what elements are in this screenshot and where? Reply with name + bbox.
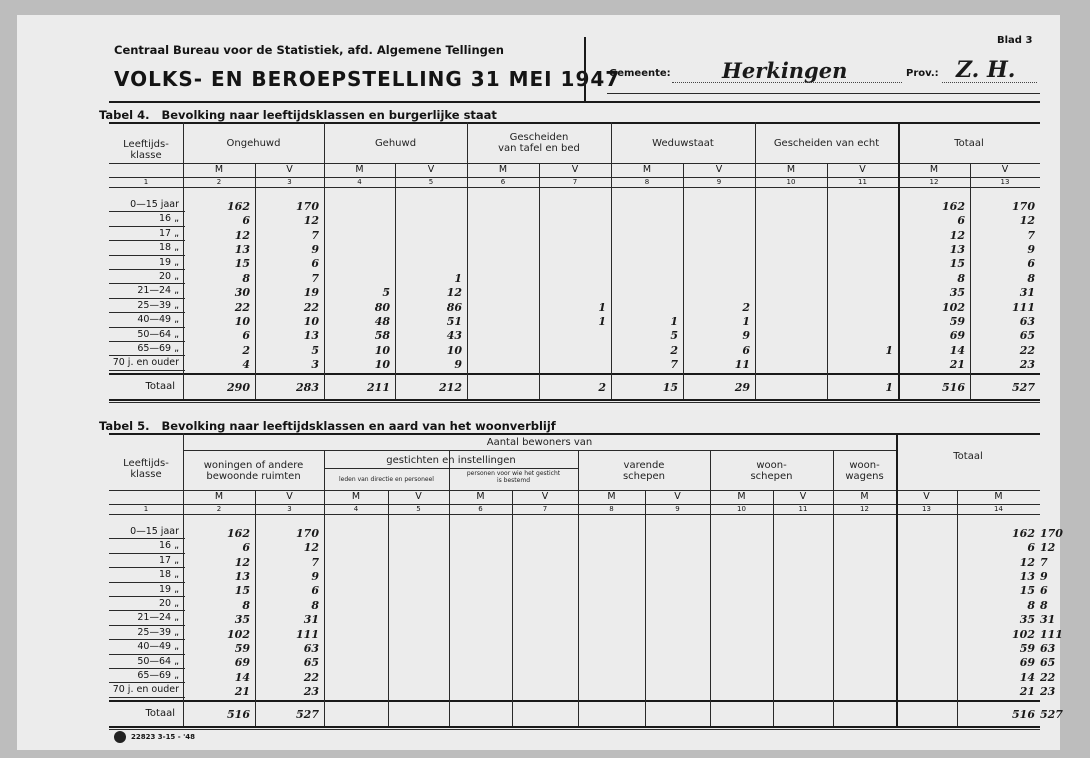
data-cell: 10 [446, 343, 462, 357]
total-cell: 516 [227, 708, 250, 721]
data-cell: 35 [1019, 613, 1035, 627]
column-number: 4 [357, 178, 362, 186]
column-number: 10 [786, 178, 796, 186]
age-class-label: 21—24 „ [137, 285, 179, 297]
sex-column-header: V [427, 164, 435, 175]
print-code: 22823 3-15 - '48 [131, 733, 195, 741]
data-cell: 162 [227, 526, 250, 540]
data-cell: 10 [374, 358, 390, 372]
column-number: 11 [798, 505, 808, 513]
data-cell: 12 [1019, 555, 1035, 569]
data-cell: 111 [1040, 627, 1063, 641]
data-cell: 35 [234, 613, 250, 627]
sex-column-header: V [571, 164, 579, 175]
age-class-header: Leeftijds- klasse [123, 139, 169, 161]
data-cell: 22 [1040, 670, 1056, 684]
column-number: 7 [542, 505, 548, 513]
column-group-header: Gescheiden van echt [773, 138, 880, 149]
age-class-label: 17 „ [158, 554, 179, 566]
data-cell: 86 [446, 300, 462, 314]
age-class-label: 40—49 „ [137, 641, 179, 653]
total-cell: 29 [734, 381, 750, 394]
rule-line [117, 226, 183, 227]
column-number: 8 [644, 178, 650, 186]
column-number: 13 [922, 505, 931, 513]
data-cell: 7 [311, 555, 319, 569]
rule-line [117, 211, 183, 212]
data-cell: 15 [949, 257, 965, 271]
column-number: 13 [1000, 178, 1010, 186]
column-number: 4 [353, 505, 359, 513]
data-cell: 6 [1027, 541, 1035, 555]
rule-line [117, 298, 183, 299]
rule-line [109, 729, 1040, 730]
data-cell: 30 [234, 286, 250, 300]
column-number: 9 [716, 178, 722, 186]
column-line [896, 433, 898, 726]
rule-line [117, 625, 183, 626]
data-cell: 21 [234, 685, 250, 699]
rule-line [117, 596, 183, 597]
total-cell: 290 [227, 381, 250, 394]
data-cell: 5 [311, 343, 319, 357]
age-class-label: 65—69 „ [137, 670, 179, 681]
data-cell: 13 [234, 242, 250, 256]
data-cell: 12 [949, 228, 965, 242]
data-cell: 63 [303, 641, 319, 655]
rule-line [117, 341, 183, 342]
data-cell: 162 [942, 199, 965, 213]
rule-line [117, 654, 183, 655]
gestichten-subheader: personen voor wie het gesticht is bestemd [466, 470, 561, 484]
data-cell: 19 [303, 286, 319, 300]
data-cell: 162 [227, 199, 250, 213]
data-cell: 6 [1040, 584, 1048, 598]
sex-column-header: M [929, 164, 939, 175]
age-class-label: 70 j. en ouder [112, 684, 179, 696]
data-cell: 14 [949, 343, 965, 357]
data-cell: 22 [303, 300, 319, 314]
data-cell: 8 [311, 598, 319, 612]
prov-value: Z. H. [956, 57, 1016, 83]
age-class-label: 19 „ [158, 583, 179, 595]
sex-column-header: V [674, 491, 681, 502]
data-cell: 13 [949, 242, 965, 256]
data-cell: 170 [296, 526, 319, 540]
aantal-bewoners-header: Aantal bewoners van [486, 437, 593, 448]
data-cell: 22 [303, 670, 319, 684]
rule-line [117, 312, 183, 313]
data-cell: 4 [242, 358, 250, 372]
data-cell: 7 [1027, 228, 1035, 242]
data-cell: 65 [303, 656, 319, 670]
total-row-label: Totaal [145, 381, 175, 392]
column-line [645, 490, 646, 726]
column-group-header: woon- schepen [750, 460, 793, 482]
total-cell: 15 [662, 381, 678, 394]
rule-line [117, 269, 183, 270]
age-class-label: 40—49 „ [137, 314, 179, 326]
bureau-name: Centraal Bureau voor de Statistiek, afd. Algemene Tellingen [114, 43, 504, 57]
sex-column-header: V [286, 164, 293, 175]
age-class-header: Leeftijds- klasse [123, 458, 169, 480]
data-cell: 7 [670, 358, 678, 372]
rule-line [117, 283, 183, 284]
column-group-header: Totaal [954, 138, 984, 149]
data-cell: 9 [742, 329, 750, 343]
column-number: 3 [287, 505, 292, 513]
column-number: 5 [428, 178, 434, 186]
total-row-label: Totaal [145, 708, 175, 719]
data-cell: 2 [742, 300, 750, 314]
data-cell: 7 [311, 228, 319, 242]
column-line [539, 163, 540, 399]
data-cell: 8 [1040, 598, 1048, 612]
data-cell: 31 [303, 613, 319, 627]
column-number: 2 [216, 505, 222, 513]
data-cell: 14 [234, 670, 250, 684]
data-cell: 6 [742, 343, 750, 357]
data-cell: 63 [1040, 641, 1056, 655]
age-class-label: 70 j. en ouder [112, 357, 179, 369]
data-cell: 9 [1027, 242, 1035, 256]
data-cell: 12 [234, 228, 250, 242]
data-cell: 69 [234, 656, 250, 670]
column-group-header: Ongehuwd [226, 138, 281, 149]
total-cell: 283 [296, 381, 319, 394]
data-cell: 11 [734, 358, 750, 372]
column-number: 1 [143, 178, 149, 186]
rule-line [109, 187, 1040, 188]
rule-line [117, 355, 183, 356]
data-cell: 21 [949, 358, 965, 372]
data-cell: 1 [598, 300, 606, 314]
age-class-label: 16 „ [158, 540, 179, 552]
table5-title: Tabel 5. Bevolking naar leeftijdsklassen en aard van het woonverblijf [99, 419, 556, 433]
column-line [773, 490, 774, 726]
data-cell: 8 [1027, 271, 1035, 285]
age-class-label: 18 „ [158, 569, 179, 581]
sex-column-header: M [476, 491, 485, 502]
data-cell: 170 [1040, 526, 1063, 540]
data-cell: 58 [374, 329, 390, 343]
data-cell: 1 [742, 314, 750, 328]
data-cell: 10 [374, 343, 390, 357]
data-cell: 1 [670, 314, 678, 328]
data-cell: 1 [885, 343, 893, 357]
blad-number: Blad 3 [997, 35, 1033, 46]
column-group-header: woningen of andere bewoonde ruimten [203, 460, 304, 482]
table4-title: Tabel 4. Bevolking naar leeftijdsklassen en burgerlijke staat [99, 108, 497, 122]
data-cell: 7 [1040, 555, 1048, 569]
rule-line [109, 700, 1040, 702]
data-cell: 1 [598, 314, 606, 328]
column-number: 6 [500, 178, 506, 186]
column-number: 6 [478, 505, 483, 513]
sex-column-header: M [737, 491, 746, 502]
column-number: 2 [216, 178, 222, 186]
age-class-label: 25—39 „ [137, 299, 179, 311]
total-cell: 212 [439, 381, 462, 394]
data-cell: 12 [446, 286, 462, 300]
age-class-label: 18 „ [158, 242, 179, 254]
data-cell: 15 [1019, 584, 1035, 598]
data-cell: 170 [296, 199, 319, 213]
sex-column-header: V [1001, 164, 1009, 175]
sex-column-header: V [715, 164, 723, 175]
data-cell: 6 [957, 214, 965, 228]
rule-line [109, 433, 1040, 435]
sex-column-header: V [286, 491, 293, 502]
header-divider [584, 37, 586, 103]
cbs-logo-icon [114, 731, 126, 743]
age-class-label: 25—39 „ [137, 626, 179, 638]
sex-column-header: M [498, 164, 508, 175]
total-cell: 527 [1040, 708, 1063, 721]
rule-line [109, 399, 1040, 401]
header-rule [607, 93, 1040, 94]
column-number: 14 [994, 505, 1003, 513]
data-cell: 6 [311, 257, 319, 271]
data-cell: 9 [311, 242, 319, 256]
data-cell: 59 [1019, 641, 1035, 655]
sex-column-header: V [799, 491, 807, 502]
column-number: 9 [675, 505, 680, 513]
column-group-header: Totaal [953, 451, 983, 462]
total-cell: 527 [296, 708, 319, 721]
total-cell: 2 [598, 381, 606, 394]
rule-line [117, 255, 183, 256]
header-bottom-rule [109, 101, 1040, 103]
data-cell: 6 [311, 584, 319, 598]
rule-line [109, 373, 1040, 375]
sex-column-header: M [994, 491, 1003, 502]
data-cell: 69 [949, 329, 965, 343]
age-class-label: 21—24 „ [137, 612, 179, 624]
age-class-label: 65—69 „ [137, 343, 179, 354]
data-cell: 102 [1012, 627, 1035, 641]
rule-line [183, 450, 896, 451]
data-cell: 23 [1040, 685, 1056, 699]
column-number: 7 [572, 178, 578, 186]
gemeente-value: Herkingen [722, 58, 848, 83]
data-cell: 8 [1027, 598, 1035, 612]
total-cell: 516 [942, 381, 965, 394]
sex-column-header: M [351, 491, 361, 502]
gestichten-subheader: leden van directie en personeel [339, 476, 434, 483]
column-line [827, 163, 828, 399]
data-cell: 2 [670, 343, 678, 357]
column-group-header: Weduwstaat [652, 138, 714, 149]
data-cell: 10 [303, 314, 319, 328]
data-cell: 15 [234, 584, 250, 598]
sex-column-header: V [923, 491, 930, 502]
data-cell: 59 [234, 641, 250, 655]
sex-column-header: M [642, 164, 652, 175]
gemeente-label: Gemeente: [609, 68, 671, 79]
data-cell: 14 [1019, 670, 1035, 684]
data-cell: 63 [1019, 314, 1035, 328]
data-cell: 6 [242, 214, 250, 228]
data-cell: 6 [1027, 257, 1035, 271]
age-class-label: 20 „ [158, 271, 179, 282]
data-cell: 2 [242, 343, 250, 357]
data-cell: 1 [454, 271, 462, 285]
column-group-header: gestichten en instellingen [386, 455, 516, 466]
column-number: 8 [609, 505, 614, 513]
age-class-label: 50—64 „ [137, 328, 179, 340]
column-line [388, 490, 389, 726]
rule-line [117, 682, 183, 683]
column-group-header: Gescheiden van tafel en bed [498, 132, 580, 154]
sex-column-header: V [859, 164, 866, 175]
data-cell: 69 [1019, 656, 1035, 670]
column-number: 12 [860, 505, 869, 513]
rule-line [109, 402, 1040, 403]
data-cell: 65 [1019, 329, 1035, 343]
data-cell: 12 [234, 555, 250, 569]
form-title: VOLKS- EN BEROEPSTELLING 31 MEI 1947 [114, 67, 621, 91]
data-cell: 65 [1040, 656, 1056, 670]
rule-line [117, 240, 183, 241]
rule-line [109, 122, 1040, 124]
rule-line [117, 668, 183, 669]
age-class-label: 50—64 „ [137, 655, 179, 667]
sex-column-header: V [541, 491, 549, 502]
sex-column-header: M [355, 164, 364, 175]
sex-column-header: M [214, 164, 224, 175]
data-cell: 23 [1019, 358, 1035, 372]
data-cell: 31 [1019, 286, 1035, 300]
data-cell: 22 [1019, 343, 1035, 357]
total-cell: 1 [885, 381, 893, 394]
data-cell: 3 [311, 358, 319, 372]
data-cell: 13 [234, 569, 250, 583]
census-form-sheet [17, 15, 1063, 750]
data-cell: 48 [374, 314, 390, 328]
data-cell: 102 [942, 300, 965, 314]
data-cell: 43 [446, 329, 462, 343]
data-cell: 12 [1040, 541, 1056, 555]
age-class-label: 20 „ [158, 598, 179, 609]
data-cell: 59 [949, 314, 965, 328]
rule-line [109, 514, 1040, 515]
rule-line [117, 370, 183, 371]
data-cell: 9 [311, 569, 319, 583]
column-number: 12 [929, 178, 939, 186]
total-cell: 211 [367, 381, 390, 394]
data-cell: 12 [303, 214, 319, 228]
rule-line [117, 567, 183, 568]
data-cell: 170 [1012, 199, 1035, 213]
data-cell: 23 [303, 685, 319, 699]
prov-label: Prov.: [906, 68, 939, 79]
data-cell: 7 [311, 271, 319, 285]
data-cell: 13 [303, 329, 319, 343]
age-class-label: 17 „ [158, 227, 179, 239]
column-group-header: Gehuwd [374, 138, 417, 149]
sex-column-header: M [786, 164, 796, 175]
data-cell: 35 [949, 286, 965, 300]
age-class-label: 0—15 jaar [130, 526, 179, 537]
data-cell: 31 [1040, 613, 1056, 627]
column-number: 11 [858, 178, 867, 186]
column-number: 5 [416, 505, 421, 513]
data-cell: 15 [234, 257, 250, 271]
rule-line [117, 582, 183, 583]
sex-column-header: V [415, 491, 422, 502]
data-cell: 12 [1019, 214, 1035, 228]
age-class-label: 16 „ [158, 213, 179, 225]
column-group-header: woon- wagens [845, 460, 884, 482]
column-group-header: varende schepen [622, 460, 666, 482]
rule-line [117, 639, 183, 640]
rule-line [117, 327, 183, 328]
total-cell: 516 [1012, 708, 1035, 721]
age-class-label: 0—15 jaar [130, 199, 179, 210]
data-cell: 9 [1040, 569, 1048, 583]
data-cell: 12 [303, 541, 319, 555]
data-cell: 13 [1019, 569, 1035, 583]
data-cell: 102 [227, 627, 250, 641]
column-number: 10 [737, 505, 746, 513]
data-cell: 5 [382, 286, 390, 300]
age-class-label: 19 „ [158, 256, 179, 268]
data-cell: 22 [234, 300, 250, 314]
sex-column-header: M [214, 491, 224, 502]
sex-column-header: M [607, 491, 616, 502]
column-number: 3 [287, 178, 292, 186]
total-cell: 527 [1012, 381, 1035, 394]
column-line [512, 490, 513, 726]
rule-line [117, 553, 183, 554]
data-cell: 21 [1019, 685, 1035, 699]
data-cell: 8 [242, 271, 250, 285]
data-cell: 10 [234, 314, 250, 328]
rule-line [117, 697, 183, 698]
data-cell: 9 [454, 358, 462, 372]
rule-line [117, 610, 183, 611]
data-cell: 162 [1012, 526, 1035, 540]
data-cell: 111 [296, 627, 319, 641]
data-cell: 8 [242, 598, 250, 612]
data-cell: 8 [957, 271, 965, 285]
data-cell: 6 [242, 329, 250, 343]
rule-line [324, 468, 578, 469]
sex-column-header: M [860, 491, 869, 502]
data-cell: 6 [242, 541, 250, 555]
rule-line [117, 538, 183, 539]
column-number: 1 [143, 505, 149, 513]
data-cell: 5 [670, 329, 678, 343]
data-cell: 111 [1012, 300, 1035, 314]
data-cell: 51 [446, 314, 462, 328]
rule-line [109, 726, 1040, 728]
data-cell: 80 [374, 300, 390, 314]
